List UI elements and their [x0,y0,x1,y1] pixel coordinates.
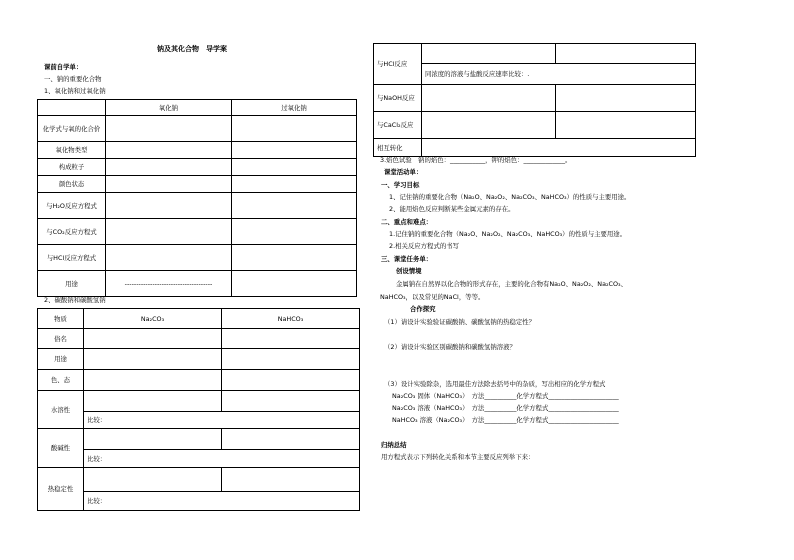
answer-cell[interactable] [106,193,232,219]
row-label: 水溶性 [38,391,84,429]
hcl-compare-cell[interactable]: 同浓度的溶液与盐酸反应速率比较：. [422,64,696,85]
question-1: （1）请设计实验验证碳酸钠、碳酸氢钠的热稳定性？ [384,318,536,326]
impurity-line[interactable]: Na₂CO₃ 溶液（NaHCO₃） 方法__________化学方程式______________________ [392,404,619,412]
compare-cell[interactable]: 比较： [84,450,360,468]
answer-cell[interactable] [232,271,357,297]
answer-cell[interactable] [222,391,360,412]
goal-item: 1、记住钠的重要化合物（Na₂O、Na₂O₂、Na₂CO₃、NaHCO₃）的性质与主要用途。 [389,193,631,201]
answer-cell[interactable] [222,429,360,450]
answer-cell[interactable] [232,176,357,193]
compare-cell[interactable]: 比较： [84,412,360,429]
answer-cell[interactable] [106,116,232,142]
row-label: 与HCl反应 [374,44,422,85]
row-label: 与HCl反应方程式 [38,245,106,271]
answer-cell[interactable] [232,193,357,219]
answer-cell[interactable] [232,159,357,176]
col-header-nahco3: NaHCO₃ [222,309,360,329]
page-title: 钠及其化合物 导学案 [157,45,227,53]
key-point-item: 2.相关反应方程式的书写 [389,242,460,250]
answer-cell[interactable] [422,112,556,139]
key-points-heading: 二、重点和难点： [381,218,433,226]
answer-cell[interactable] [232,142,357,159]
col-header-na2co3: Na₂CO₃ [84,309,222,329]
answer-cell[interactable] [106,142,232,159]
carbonate-table [37,308,360,511]
row-label: 化学式与氧的化合价 [38,116,106,142]
answer-cell[interactable] [232,116,357,142]
usage-dashes: -------------------------------------- [106,271,232,297]
key-point-item: 1.记住钠的重要化合物（Na₂O、Na₂O₂、Na₂CO₃、NaHCO₃）的性质与主要用途。 [389,230,627,238]
answer-cell[interactable] [556,85,696,112]
answer-cell[interactable] [84,329,222,349]
summary-text: 用方程式表示下列转化关系和本节主要反应列举下来： [381,453,535,461]
tasks-heading: 三、课堂任务单： [381,255,433,263]
compare-cell[interactable]: 比较： [84,492,360,511]
goals-heading: 一、学习目标 [381,181,420,189]
self-study-heading: 课前自学单： [44,63,83,71]
answer-cell[interactable] [222,468,360,492]
answer-cell[interactable] [232,245,357,271]
row-label: 与CaCl₂反应 [374,112,422,139]
row-label: 热稳定性 [38,468,84,511]
answer-cell[interactable] [84,468,222,492]
answer-cell[interactable] [422,85,556,112]
impurity-line[interactable]: NaHCO₃ 溶液（Na₂CO₃） 方法__________化学方程式______________________ [392,416,619,424]
row-label: 与CO₂反应方程式 [38,219,106,245]
section-1-heading: 一、钠的重要化合物 [44,75,102,83]
row-label: 氧化物类型 [38,142,106,159]
reactions-table [373,43,696,157]
row-label: 与NaOH反应 [374,85,422,112]
subsection-2-heading: 2、碳酸钠和碳酸氢钠 [44,296,106,304]
answer-cell[interactable] [106,245,232,271]
answer-cell[interactable] [222,349,360,370]
row-label: 酸碱性 [38,429,84,468]
answer-cell[interactable] [84,391,222,412]
cooperation-heading: 合作探究 [410,305,436,313]
row-label: 用途 [38,349,84,370]
scenario-heading: 创设情境 [396,267,422,275]
answer-cell[interactable] [232,219,357,245]
answer-cell[interactable] [556,112,696,139]
row-label: 与H₂O反应方程式 [38,193,106,219]
answer-cell[interactable] [222,329,360,349]
answer-cell[interactable] [106,176,232,193]
row-label: 相互转化 [374,139,422,157]
row-label: 俗名 [38,329,84,349]
col-header-substance: 物质 [38,309,84,329]
goal-item: 2、能用焰色反应判断某些金属元素的存在。 [389,205,515,213]
flame-test-line: 3.焰色试验 钠的焰色：___________，钾的焰色：_____________。 [380,156,572,164]
row-label: 色、态 [38,370,84,391]
col-header-na2o: 氧化钠 [106,100,232,116]
row-label: 构成粒子 [38,159,106,176]
sodium-oxide-table [37,99,357,297]
scenario-text: 金属钠在自然界以化合物的形式存在，主要的化合物有Na₂O、Na₂O₂、Na₂CO₃、 [396,280,627,288]
col-header-na2o2: 过氧化钠 [232,100,357,116]
row-label: 用途 [38,271,106,297]
question-2: （2）请设计实验区别碳酸钠和碳酸氢钠溶液？ [384,343,516,351]
question-3: （3）设计实验除杂，选用最佳方法除去括号中的杂质，写出相应的化学方程式 [384,380,606,388]
answer-cell[interactable] [84,429,222,450]
answer-cell[interactable] [422,139,696,157]
activity-heading: 课堂活动单： [384,168,423,176]
subsection-1-heading: 1、氧化钠和过氧化钠 [44,87,106,95]
answer-cell[interactable] [422,44,556,64]
row-label: 颜色状态 [38,176,106,193]
answer-cell[interactable] [84,349,222,370]
answer-cell[interactable] [106,159,232,176]
summary-heading: 归纳总结 [381,441,407,449]
scenario-text: NaHCO₃，以及常见的NaCl，等等。 [380,293,485,301]
impurity-line[interactable]: Na₂CO₃ 固体（NaHCO₃） 方法__________化学方程式______________________ [392,392,619,400]
answer-cell[interactable] [84,370,222,391]
answer-cell[interactable] [106,219,232,245]
answer-cell[interactable] [556,44,696,64]
answer-cell[interactable] [222,370,360,391]
